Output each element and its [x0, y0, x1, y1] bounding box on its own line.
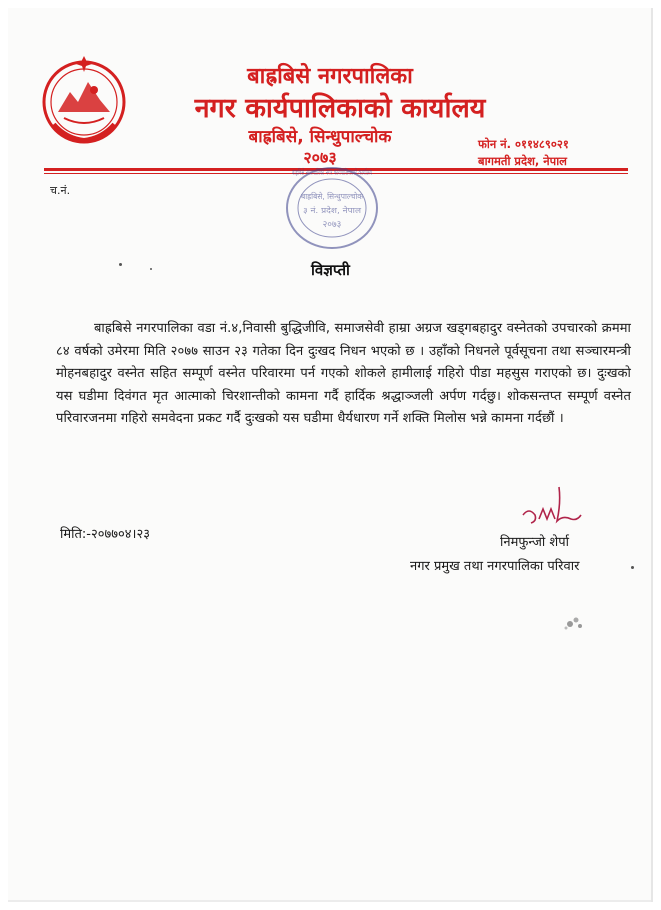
handwritten-signature [515, 485, 585, 535]
letterhead-year: २०७३ [303, 148, 337, 167]
stamp-inner-text-1: बाह्रबिसे, सिन्धुपाल्चोक [301, 192, 368, 201]
signatory-title: नगर प्रमुख तथा नगरपालिका परिवार [410, 559, 580, 574]
scan-dot [119, 263, 122, 266]
stamp-ring-text: बाह्रबिसे नगरपालिका नगर कार्यपालिकाको कार्यालय [292, 168, 441, 177]
letterhead-province: बागमती प्रदेश, नेपाल [478, 154, 567, 168]
stamp-inner-text-2: ३ नं. प्रदेश, नेपाल [303, 206, 356, 215]
notice-title: विज्ञप्ती [311, 261, 350, 279]
letterhead-address: बाह्रबिसे, सिन्धुपाल्चोक [248, 127, 392, 147]
stamp-inner-text-3: २०७३ [322, 220, 342, 230]
reference-number-label: च.नं. [50, 184, 71, 197]
scan-dot [150, 268, 152, 270]
office-stamp [282, 163, 441, 253]
letterhead-office-name: नगर कार्यपालिकाको कार्यालय [194, 93, 486, 124]
scan-dot [631, 566, 634, 569]
scan-smudge [560, 610, 590, 636]
letterhead-phone: फोन नं. ०११४८९०२१ [478, 137, 569, 151]
letterhead-municipality-name: बाह्रबिसे नगरपालिका [247, 64, 413, 89]
municipality-emblem-icon [36, 52, 132, 148]
notice-date: मिति:-२०७७०४।२३ [60, 527, 150, 542]
signatory-name: निमफुन्जो शेर्पा [500, 535, 569, 550]
notice-body: बाह्रबिसे नगरपालिका वडा नं.४,निवासी बुद्धिजीवि, समाजसेवी हाम्रा अग्रज खड्गबहादुर वस्नेतको उपचारको क्रममा ८४ वर्षको उमेरमा मिति २०७७ साउन २३ गतेका दिन दुःखद निधन भएको छ । उहाँको निधनले पूर्वसूचना तथा सञ्चारमन्त्री मोहनबहादुर वस्नेत सहित सम्पूर्ण वस्नेत परिवारमा पर्न गएको शोकले हामीलाई गहिरो पीडा महसुस गराएको छ। दुःखको यस घडीमा दिवंगत मृत आत्माको चिरशान्तीको कामना गर्दै हार्दिक श्रद्धाञ्जली अर्पण गर्दछु। शोकसन्तप्त सम्पूर्ण वस्नेत परिवारजनमा गहिरो समवेदना प्रकट गर्दै दुःखको यस घडीमा धैर्यधारण गर्ने शक्ति मिलोस भन्ने कामना गर्दछौं । [56, 321, 631, 426]
